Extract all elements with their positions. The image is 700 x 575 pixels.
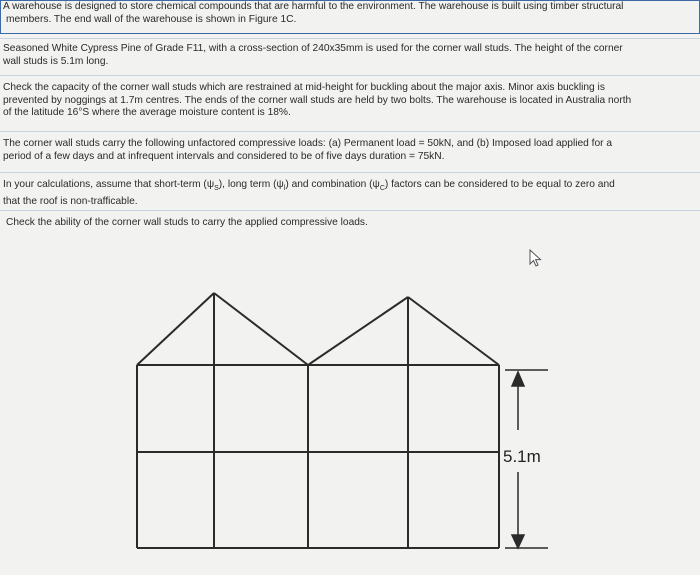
text-line: that the roof is non-trafficable.: [3, 195, 138, 207]
text-line: Check the capacity of the corner wall studs which are restrained at mid-height for buckling about the major axis. Minor axis buckling is: [3, 82, 605, 93]
text-line: The corner wall studs carry the following unfactored compressive loads: (a) Permanent load = 50kN, and (b) Imposed load applied for a: [3, 138, 613, 149]
divider: [0, 75, 700, 76]
text-line: Check the ability of the corner wall studs to carry the applied compressive loads.: [6, 217, 368, 228]
divider: [0, 38, 700, 39]
text-line: A warehouse is designed to store chemical compounds that are harmful to the environment. The warehouse is built using timber structural: [3, 1, 624, 12]
paragraph-intro: [0, 1, 700, 26]
roof-rafter: [137, 293, 214, 365]
arrow-up-icon: [512, 372, 524, 386]
text-line: In your calculations, assume that short-term $(\psi_S)$, long term $(\psi_l)$ and combination $(\psi_C)$ factors can be considered to be equal to zero and: [3, 179, 615, 193]
cursor-icon: [530, 250, 541, 266]
paragraph-factors: [0, 179, 700, 208]
text-line: of the latitude 16°S where the average moisture content is 18%.: [3, 107, 291, 119]
paragraph-task: [0, 217, 700, 230]
text-line: prevented by noggings at 1.7m centres. The ends of the corner wall studs are held by two bolts. The warehouse is located in Australia north: [3, 94, 632, 106]
dimension-label: 5.1m: [503, 447, 541, 466]
arrow-down-icon: [512, 535, 524, 548]
wall-frame: [137, 293, 499, 548]
divider: [0, 172, 700, 173]
text-line: members. The end wall of the warehouse is shown in Figure 1C.: [6, 13, 297, 25]
paragraph-restraint: [0, 82, 700, 120]
roof-rafter: [408, 297, 499, 365]
roof-rafter: [308, 297, 408, 365]
paragraph-material: [0, 43, 700, 68]
text-line: period of a few days and at infrequent intervals and considered to be of five days duration = 75kN.: [3, 150, 445, 162]
divider: [0, 131, 700, 132]
divider: [0, 210, 700, 211]
paragraph-loads: [0, 138, 700, 163]
text-line: wall studs is 5.1m long.: [3, 55, 109, 67]
roof-rafter: [214, 293, 308, 365]
end-wall-figure: [0, 235, 700, 575]
text-line: Seasoned White Cypress Pine of Grade F11, with a cross-section of 240x35mm is used for the corner wall studs. The height of the corner: [3, 43, 623, 54]
